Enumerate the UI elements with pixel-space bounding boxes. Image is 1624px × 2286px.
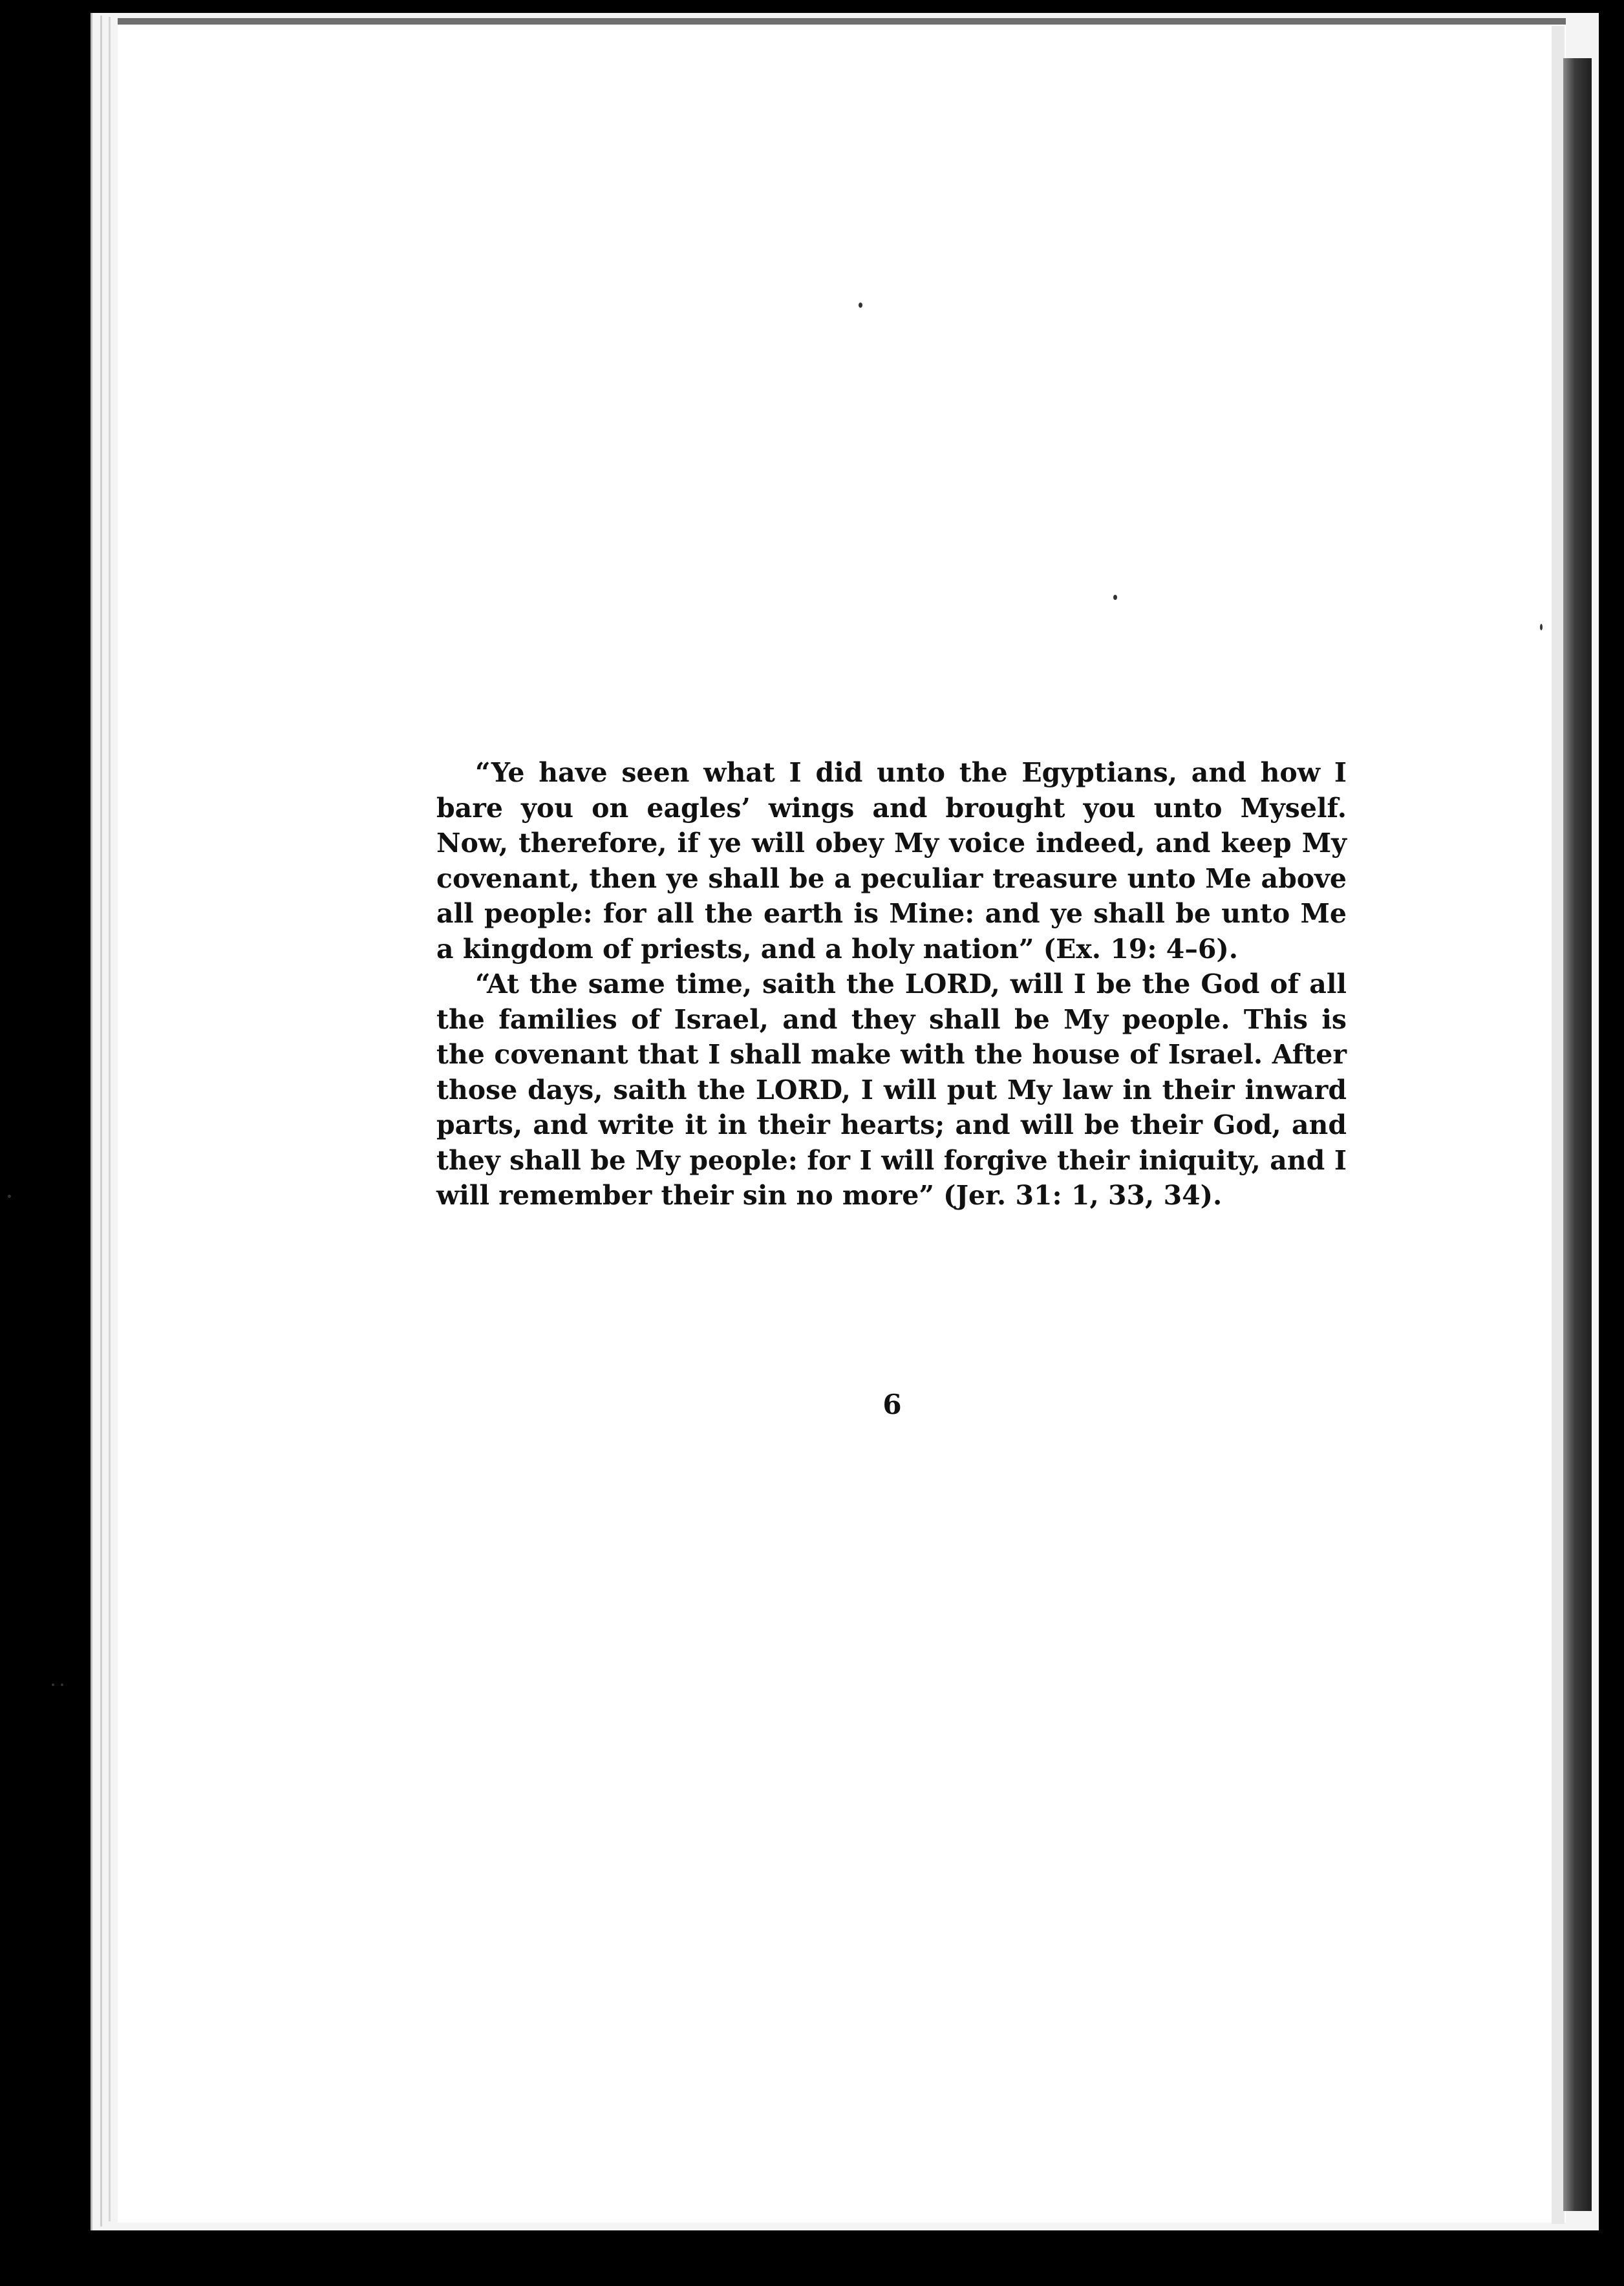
paragraph-jeremiah: “At the same time, saith the LORD, will I be the God of all the families of Israel, and they shall be My people. This is the covenant that I shall make with the house of Israel. After those days, saith the LORD, I will put My law in their inward parts, and write it in their hearts; and will be their God, and they shall be My people: for I will forgive their iniquity, and I will remember their sin no more” (Jer. 31: 1, 33, 34).	[436, 968, 1347, 1211]
scan-speck	[1113, 595, 1117, 600]
scan-speck	[61, 1683, 63, 1686]
scan-speck	[8, 1195, 11, 1198]
scan-speck	[52, 1683, 54, 1686]
page-number: 6	[882, 1389, 902, 1420]
page-text	[436, 755, 1347, 1213]
paragraph-exodus: “Ye have seen what I did unto the Egyptians, and how I bare you on eagles’ wings and brought you unto Myself. Now, therefore, if ye will obey My voice indeed, and keep My covenant, then ye shall be a peculiar treasure unto Me above all people: for all the earth is Mine: and ye shall be unto Me a kingdom of priests, and a holy nation” (Ex. 19: 4–6).	[436, 757, 1347, 965]
page-fold	[1552, 26, 1565, 2224]
book-spine	[1563, 58, 1592, 2211]
scan-speck	[1540, 624, 1543, 630]
scan-speck	[859, 303, 862, 308]
